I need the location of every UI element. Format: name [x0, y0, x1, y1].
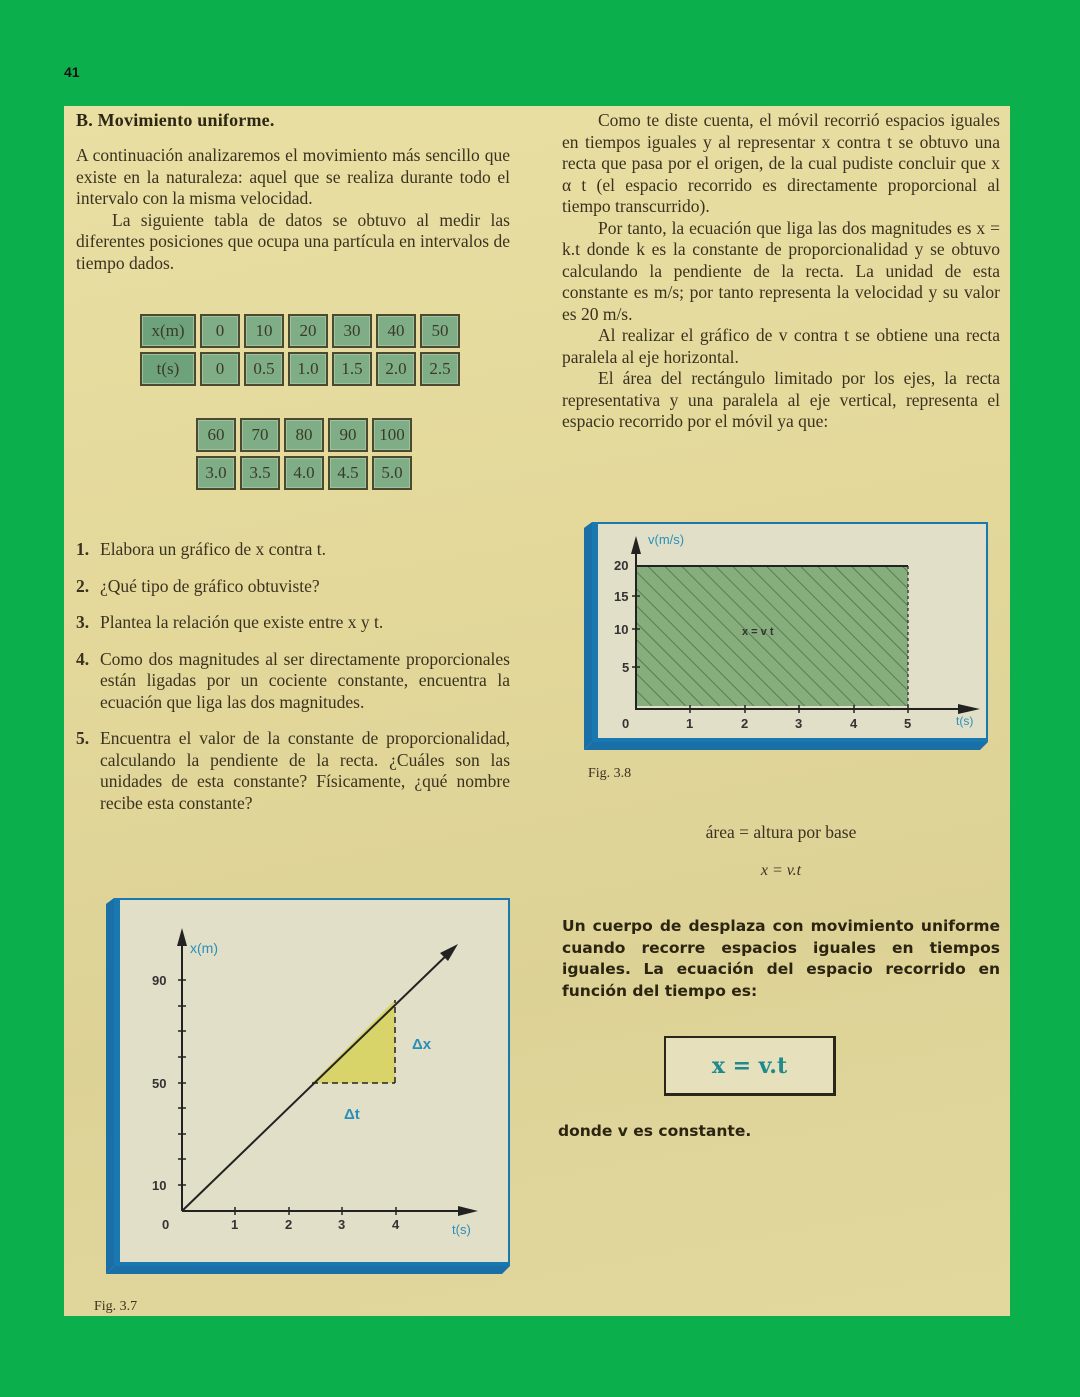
table-cell: 0: [200, 352, 240, 386]
table-cell: 40: [376, 314, 416, 348]
question-item: [76, 576, 510, 598]
table-cell: 4.5: [328, 456, 368, 490]
svg-text:50: 50: [152, 1076, 167, 1091]
table-row-t: [196, 456, 412, 490]
svg-text:4: 4: [850, 716, 858, 731]
row-header-x: x(m): [140, 314, 196, 348]
question-text: Plantea la relación que existe entre x y t.: [100, 612, 384, 632]
question-text: Como dos magnitudes al ser directamente proporcionales están ligadas por un cociente constante, encuentra la ecuación que liga las dos magnitudes.: [100, 648, 510, 712]
area-formula: área = altura por base: [705, 822, 857, 842]
table-cell: 1.5: [332, 352, 372, 386]
section-title: B. Movimiento uniforme.: [76, 110, 275, 130]
y-axis-label: x(m): [190, 940, 218, 956]
row-header-t: t(s): [140, 352, 196, 386]
table-cell: 70: [240, 418, 280, 452]
paragraph-3: Al realizar el gráfico de v contra t se obtiene una recta paralela al eje horizontal.: [562, 325, 1000, 367]
table-cell: 30: [332, 314, 372, 348]
question-item: [76, 612, 510, 634]
closing-text: donde v es constante.: [558, 1122, 752, 1140]
table-cell: 2.0: [376, 352, 416, 386]
question-item: [76, 539, 510, 561]
table-row-x: [140, 314, 460, 348]
table-cell: 3.5: [240, 456, 280, 490]
question-item: [76, 649, 510, 714]
table-cell: 1.0: [288, 352, 328, 386]
svg-text:10: 10: [614, 622, 629, 637]
svg-text:10: 10: [152, 1178, 167, 1193]
table-cell: 4.0: [284, 456, 324, 490]
figure-3-8-velocity-time-graph: [584, 520, 990, 750]
question-number: 1.: [76, 539, 90, 559]
table-cell: 100: [372, 418, 412, 452]
question-item: [76, 728, 510, 814]
table-cell: 0: [200, 314, 240, 348]
question-number: 3.: [76, 612, 90, 632]
question-number: 4.: [76, 648, 90, 669]
intro-paragraph: A continuación analizaremos el movimiento más sencillo que existe en la naturaleza: aquel que se realiza durante todo el intervalo con la misma velocidad.: [76, 145, 510, 208]
delta-t-label: Δt: [344, 1106, 360, 1123]
table-cell: 0.5: [244, 352, 284, 386]
delta-x-label: Δx: [412, 1036, 432, 1053]
paragraph-1: Como te diste cuenta, el móvil recorrió espacios iguales en tiempos iguales y al representar x contra t se obtuvo una recta que pasa por el origen, de la cual pudiste concluir que x α t (el espacio recorrido es directamente proporcional al tiempo transcurrido).: [562, 110, 1000, 216]
svg-text:2: 2: [285, 1217, 293, 1232]
boxed-formula-text: x = v.t: [711, 1052, 788, 1079]
svg-text:90: 90: [152, 973, 167, 988]
x-axis-label: t(s): [452, 1222, 471, 1237]
question-text: Encuentra el valor de la constante de proporcionalidad, calculando la pendiente de la recta. ¿Cuáles son las unidades de esta constante? Físicamente, ¿qué nombre recibe esta constante?: [100, 728, 510, 813]
data-table-part-2: [196, 418, 412, 494]
table-row-t: [140, 352, 460, 386]
definition-paragraph: Un cuerpo de desplaza con movimiento uniforme cuando recorre espacios iguales en tiempos iguales. La ecuación del espacio recorrido en función del tiempo es:: [562, 917, 1000, 1000]
textbook-page: [64, 106, 1010, 1316]
table-cell: 3.0: [196, 456, 236, 490]
table-cell: 60: [196, 418, 236, 452]
table-cell: 80: [284, 418, 324, 452]
svg-text:5: 5: [904, 716, 912, 731]
left-column: [76, 106, 510, 1314]
figure-3-7-position-time-graph: [106, 898, 512, 1274]
svg-text:5: 5: [622, 660, 630, 675]
page-number: 41: [64, 64, 80, 80]
y-axis-label: v(m/s): [648, 532, 685, 547]
x-axis-label: t(s): [956, 714, 974, 728]
right-column: [558, 106, 1000, 1140]
svg-text:2: 2: [741, 716, 749, 731]
data-table-part-1: [140, 314, 460, 390]
svg-text:4: 4: [392, 1217, 400, 1232]
question-list: [76, 539, 510, 829]
question-number: 5.: [76, 728, 90, 748]
table-cell: 90: [328, 418, 368, 452]
svg-text:0: 0: [162, 1217, 170, 1232]
svg-text:1: 1: [686, 716, 694, 731]
svg-text:3: 3: [338, 1217, 346, 1232]
table-intro-paragraph: La siguiente tabla de datos se obtuvo al medir las diferentes posiciones que ocupa una partícula en intervalos de tiempo dados.: [76, 209, 510, 273]
figure-3-8-caption: Fig. 3.8: [588, 766, 632, 781]
paragraph-2: Por tanto, la ecuación que liga las dos magnitudes es x = k.t donde k es la constante de proporcionalidad y se obtuvo calculando la pendiente de la recta. La unidad de esta constante es m/s; por tanto representa la velocidad y su valor es 20 m/s.: [562, 217, 1000, 324]
graph-frame: [584, 520, 990, 750]
table-cell: 2.5: [420, 352, 460, 386]
question-text: Elabora un gráfico de x contra t.: [100, 539, 326, 559]
x-formula: x = v.t: [760, 861, 802, 879]
question-number: 2.: [76, 575, 90, 596]
question-text: ¿Qué tipo de gráfico obtuviste?: [100, 575, 320, 596]
graph-frame: [106, 898, 512, 1274]
svg-text:15: 15: [614, 589, 629, 604]
svg-text:0: 0: [622, 716, 630, 731]
boxed-formula: [664, 1036, 836, 1096]
svg-text:20: 20: [614, 558, 629, 573]
table-cell: 50: [420, 314, 460, 348]
table-cell: 20: [288, 314, 328, 348]
table-row-x: [196, 418, 412, 452]
figure-3-7-caption: Fig. 3.7: [94, 1299, 138, 1314]
svg-text:3: 3: [795, 716, 803, 731]
table-cell: 5.0: [372, 456, 412, 490]
area-label: x = v t: [742, 626, 774, 638]
formulas: [562, 822, 1000, 881]
svg-text:1: 1: [231, 1217, 239, 1232]
paragraph-4: El área del rectángulo limitado por los ejes, la recta representativa y una paralela al eje vertical, representa el espacio recorrido por el móvil ya que:: [562, 368, 1000, 431]
table-cell: 10: [244, 314, 284, 348]
